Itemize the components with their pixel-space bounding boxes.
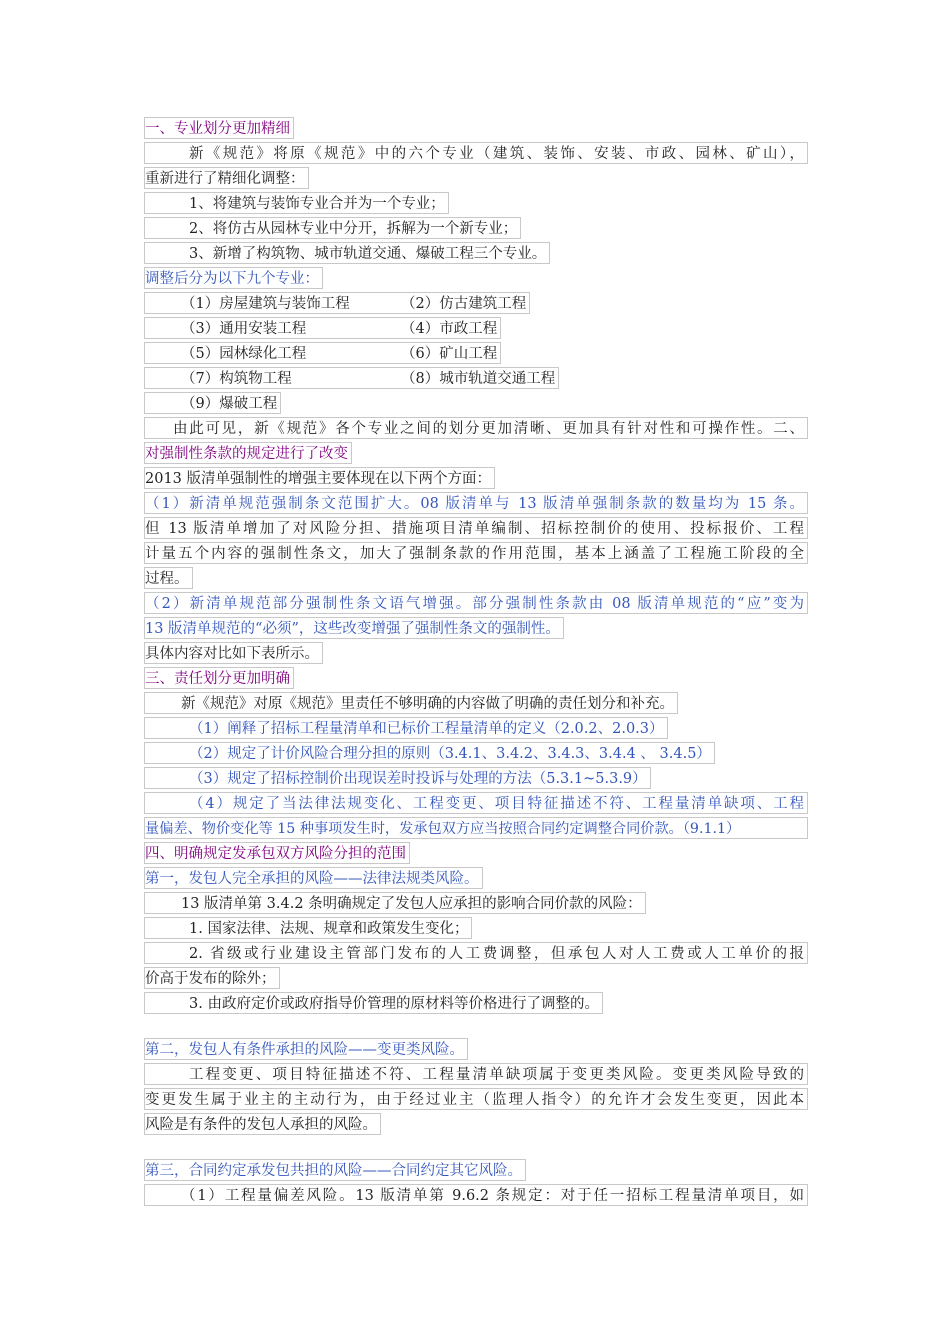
paragraph: 工程变更、项目特征描述不符、工程量清单缺项属于变更类风险。变更类风险导致的 — [144, 1063, 808, 1088]
list-item: 3. 由政府定价或政府指导价管理的原材料等价格进行了调整的。 — [144, 992, 808, 1017]
subsection-heading: 第二，发包人有条件承担的风险——变更类风险。 — [144, 1038, 808, 1063]
paragraph: 风险是有条件的发包人承担的风险。 — [144, 1113, 808, 1138]
spacer — [144, 1017, 808, 1038]
list-item: 1、将建筑与装饰专业合并为一个专业； — [144, 192, 808, 217]
list-item: 2. 省级或行业建设主管部门发布的人工费调整，但承包人对人工费或人工单价的报 — [144, 942, 808, 967]
list-item: （4）规定了当法律法规变化、工程变更、项目特征描述不符、工程量清单缺项、工程 — [144, 792, 808, 817]
list-item: 3、新增了构筑物、城市轨道交通、爆破工程三个专业。 — [144, 242, 808, 267]
list-item: （3）规定了招标控制价出现误差时投诉与处理的方法（5.3.1~5.3.9） — [144, 767, 808, 792]
paragraph: 变更发生属于业主的主动行为，由于经过业主（监理人指令）的允许才会发生变更，因此本 — [144, 1088, 808, 1113]
paragraph: 由此可见，新《规范》各个专业之间的划分更加清晰、更加具有针对性和可操作性。二、 — [144, 417, 808, 442]
paragraph: 调整后分为以下九个专业： — [144, 267, 808, 292]
section-2-heading: 对强制性条款的规定进行了改变 — [144, 442, 808, 467]
list-item: （1）阐释了招标工程量清单和已标价工程量清单的定义（2.0.2、2.0.3） — [144, 717, 808, 742]
paragraph: 新《规范》对原《规范》里责任不够明确的内容做了明确的责任划分和补充。 — [144, 692, 808, 717]
subsection-heading: 第一，发包人完全承担的风险——法律法规类风险。 — [144, 867, 808, 892]
major-row: （5）园林绿化工程 （6）矿山工程 — [144, 342, 808, 367]
paragraph: 重新进行了精细化调整： — [144, 167, 808, 192]
paragraph: 13 版清单第 3.4.2 条明确规定了发包人应承担的影响合同价款的风险： — [144, 892, 808, 917]
subsection-heading: 第三，合同约定承发包共担的风险——合同约定其它风险。 — [144, 1159, 808, 1184]
list-item: 1. 国家法律、法规、规章和政策发生变化； — [144, 917, 808, 942]
section-3-heading: 三、责任划分更加明确 — [144, 667, 808, 692]
major-row: （3）通用安装工程 （4）市政工程 — [144, 317, 808, 342]
list-item: 价高于发布的除外； — [144, 967, 808, 992]
paragraph: 13 版清单规范的“必须”，这些改变增强了强制性条文的强制性。 — [144, 617, 808, 642]
list-item: （2）规定了计价风险合理分担的原则（3.4.1、3.4.2、3.4.3、3.4.4 、 3.4.5） — [144, 742, 808, 767]
list-item: 量偏差、物价变化等 15 种事项发生时，发承包双方应当按照合同约定调整合同价款。（9.1.1） — [144, 817, 808, 842]
paragraph: （1）新清单规范强制条文范围扩大。08 版清单与 13 版清单强制条款的数量均为 15 条。 — [144, 492, 808, 517]
paragraph: 2013 版清单强制性的增强主要体现在以下两个方面： — [144, 467, 808, 492]
paragraph: 但 13 版清单增加了对风险分担、措施项目清单编制、招标控制价的使用、投标报价、工程 — [144, 517, 808, 542]
major-row: （9）爆破工程 — [144, 392, 808, 417]
paragraph: （2）新清单规范部分强制性条文语气增强。部分强制性条款由 08 版清单规范的“应”变为 — [144, 592, 808, 617]
major-row: （1）房屋建筑与装饰工程 （2）仿古建筑工程 — [144, 292, 808, 317]
paragraph: 新《规范》将原《规范》中的六个专业（建筑、装饰、安装、市政、园林、矿山）， — [144, 142, 808, 167]
paragraph: 过程。 — [144, 567, 808, 592]
major-row: （7）构筑物工程 （8）城市轨道交通工程 — [144, 367, 808, 392]
paragraph: 计量五个内容的强制性条文，加大了强制条款的作用范围，基本上涵盖了工程施工阶段的全 — [144, 542, 808, 567]
section-4-heading: 四、明确规定发承包双方风险分担的范围 — [144, 842, 808, 867]
document-body — [144, 117, 808, 1209]
list-item: 2、将仿古从园林专业中分开，拆解为一个新专业； — [144, 217, 808, 242]
paragraph: （1）工程量偏差风险。13 版清单第 9.6.2 条规定：对于任一招标工程量清单项目，如 — [144, 1184, 808, 1209]
paragraph: 具体内容对比如下表所示。 — [144, 642, 808, 667]
spacer — [144, 1138, 808, 1159]
section-1-heading: 一、专业划分更加精细 — [144, 117, 808, 142]
